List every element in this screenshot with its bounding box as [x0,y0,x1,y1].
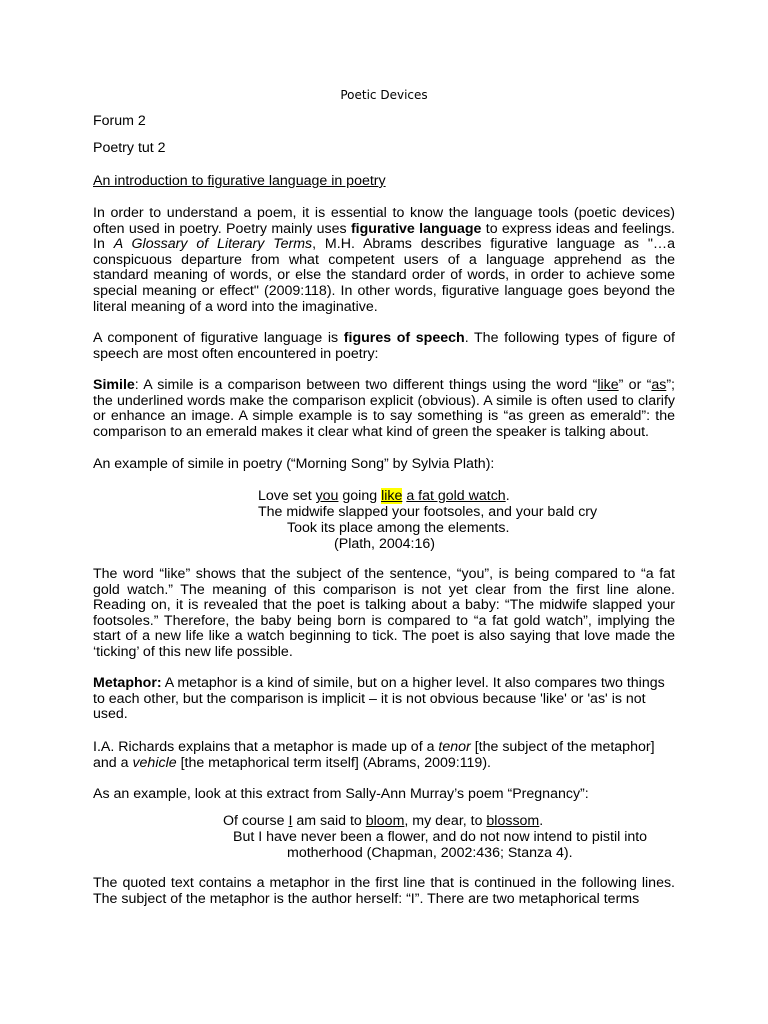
simile-paragraph: Simile: A simile is a comparison between two different things using the word “like” or “as”; the underlined words make the comparison explicit (obvious). A simile is often used to clarify or enhance an image. A simple example is to say something is “as green as emerald”: the comparison to an emerald makes it clear what kind of green the speaker is talking about. [93,377,675,440]
intro-paragraph: In order to understand a poem, it is essential to know the language tools (poetic devices) often used in poetry. Poetry mainly uses figurative language to express ideas and feelings. In A Glossary of Literary Terms, M.H. Abrams describes figurative language as "…a conspicuous departure from what competent users of a language apprehend as the standard meaning of words, or else the standard order of words, in order to achieve some special meaning or effect" (2009:118). In other words, figurative language goes beyond the literal meaning of a word into the imaginative. [93,205,676,315]
poem1-line1: Love set you going like a fat gold watch. [258,488,510,504]
document-title: Poetic Devices [340,88,428,102]
glossary-title: A Glossary of Literary Terms [113,236,313,253]
metaphor-example-intro: As an example, look at this extract from Sally-Ann Murray’s poem “Pregnancy”: [93,786,589,802]
poem2-line2: But I have never been a flower, and do not now intend to pistil into [233,829,648,845]
forum-label: Forum 2 [93,113,146,129]
figurative-language-term: figurative language [350,220,482,237]
figures-of-speech-term: figures of speech [343,330,465,346]
poem2-line3: motherhood (Chapman, 2002:436; Stanza 4). [287,845,573,861]
richards-paragraph: I.A. Richards explains that a metaphor is made up of a tenor [the subject of the metaphor] and a vehicle [the metaphorical term itself] (Abrams, 2009:119). [93,739,655,771]
metaphor-analysis-paragraph: The quoted text contains a metaphor in the first line that is continued in the following lines. The subject of the metaphor is the author herself: “I”. There are two metaphorical terms [93,875,675,907]
poem1-line2: The midwife slapped your footsoles, and your bald cry [258,504,598,520]
metaphor-term: Metaphor: [93,675,162,691]
simile-example-intro: An example of simile in poetry (“Morning Song” by Sylvia Plath): [93,456,495,472]
simile-analysis-paragraph: The word “like” shows that the subject of the sentence, “you”, is being compared to “a fat gold watch.” The meaning of this comparison is not yet clear from the first line alone. Reading on, it is revealed that the poet is talking about a baby: “The midwife slapped your footsoles.” Therefore, the baby being born is compared to “a fat gold watch”, implying the start of a new life like a watch beginning to tick. The poet is also saying that love made the ‘ticking’ of this new life possible. [93,566,675,660]
figures-of-speech-paragraph: A component of figurative language is figures of speech. The following types of figure of speech are most often encountered in poetry: [93,330,675,362]
metaphor-paragraph: Metaphor: A metaphor is a kind of simile, but on a higher level. It also compares two things to each other, but the comparison is implicit – it is not obvious because 'like' or 'as' is not used. [93,675,665,723]
poem2-line1: Of course I am said to bloom, my dear, to blossom. [223,813,544,829]
poem1-line3: Took its place among the elements. [287,520,510,536]
tutorial-label: Poetry tut 2 [93,140,166,156]
highlighted-like: like [381,488,403,504]
simile-term: Simile [93,377,135,393]
section-heading: An introduction to figurative language in poetry [93,173,386,189]
poem1-citation: (Plath, 2004:16) [334,536,435,552]
